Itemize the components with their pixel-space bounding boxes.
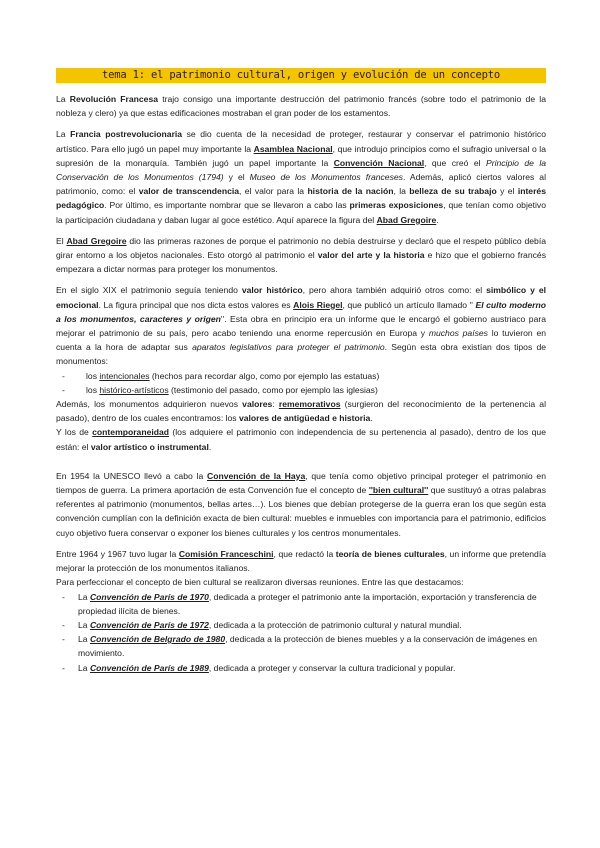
text: , dedicada a la protección de patrimonio cultural y natural mundial. xyxy=(208,619,462,630)
underlined-term: rememorativos xyxy=(278,399,341,410)
dash-bullet: - xyxy=(62,591,65,602)
underlined-term: Abad Gregoire xyxy=(376,214,437,225)
dash-bullet: - xyxy=(62,384,65,395)
text: . Además, aplicó ciertos valores al patrimonio, como: el xyxy=(56,172,546,197)
text: trajo consigo una importante destrucción del patrimonio francés (sobre todo el patrimonio de la nobleza y clero) ya que estas edificaciones mostraban el gran poder de los estamentos. xyxy=(56,94,546,119)
list-item xyxy=(56,369,546,383)
italic-term: muchos países xyxy=(428,328,488,339)
page-title: tema 1: el patrimonio cultural, origen y evolución de un concepto xyxy=(56,68,546,83)
underlined-term: Asamblea Nacional xyxy=(253,143,333,154)
text: . xyxy=(370,413,373,424)
text: . Por último, es importante nombrar que se llevaron a cabo las xyxy=(104,200,350,211)
spacer xyxy=(56,461,546,469)
paragraph-contemporaneidad xyxy=(56,425,546,453)
bold-term: valores xyxy=(242,399,273,410)
text: . xyxy=(436,214,439,225)
text: El xyxy=(56,235,67,246)
italic-term: Museo de los Monumentos franceses xyxy=(249,172,403,183)
text: La xyxy=(56,94,70,104)
text: , que introdujo principios como el sufragio universal o la supresión de la monarquía. También jugó un papel importante la xyxy=(56,143,546,168)
text: La xyxy=(78,619,90,630)
paragraph-revolucion xyxy=(56,92,546,120)
underlined-term: intencionales xyxy=(99,370,150,381)
underlined-term: Convención de la Haya xyxy=(207,470,306,481)
text: e hizo que el gobierno francés empezara a dictar normas para proteger los monumentos. xyxy=(56,250,546,275)
dash-bullet: - xyxy=(62,370,65,381)
text: , un informe que pretendía mejorar la protección de los monumentos italianos. xyxy=(56,548,547,574)
bold-term: primeras exposiciones xyxy=(349,200,444,211)
dash-bullet: - xyxy=(62,634,65,645)
text: . Según esta obra existían dos tipos de monumentos: xyxy=(56,342,547,367)
text: ''. Esta obra en principio era un informe que le encargó el gobierno austriaco para mejorar el patrimonio de su país, pero acabo teniendo una enorme repercusión en Europa y xyxy=(56,313,546,339)
bold-term: valores de antigüedad e historia xyxy=(238,413,371,424)
underlined-term: Alois Riegel xyxy=(293,299,343,310)
text: se dio cuenta de la necesidad de proteger, restaurar y conservar el patrimonio histórico artístico. Para ello jugó un papel muy importante la xyxy=(56,129,546,154)
text: La xyxy=(78,662,90,673)
text: , que publicó un artículo llamado '' xyxy=(342,299,476,310)
underlined-term: Convención de París de 1970 xyxy=(89,591,209,602)
bold-italic-term: El culto moderno a los monumentos, caracteres y origen xyxy=(56,299,547,324)
text: Además, los monumentos adquirieron nuevos xyxy=(56,399,243,410)
bold-term: Francia postrevolucionaria xyxy=(70,129,183,140)
text: lo tuvieron en cuenta a la hora de adaptar sus xyxy=(56,328,547,353)
list-item xyxy=(56,632,546,660)
text: (los adquiere el patrimonio con independencia de su pertenencia al pasado), dentro de los que están: el xyxy=(56,427,546,452)
text: , que tenía como objetivo principal proteger el patrimonio en tiempos de guerra. La primera aportación de esta Convención fue el concepto de xyxy=(56,470,546,496)
list-item xyxy=(56,661,546,675)
paragraph-reuniones: Para perfeccionar el concepto de bien cultural se realizaron diversas reuniones. Entre las que destacamos: xyxy=(56,577,464,588)
underlined-term: histórico-artísticos xyxy=(99,384,169,395)
text: , que tenían como objetivo la participación ciudadana y daban lugar al goce estético. Aquí aparece la figura del xyxy=(56,200,547,225)
underlined-term: ''bien cultural'' xyxy=(368,485,429,496)
text: , que creó el xyxy=(424,157,486,168)
text: En 1954 la UNESCO llevó a cabo la xyxy=(56,470,207,481)
paragraph-francia xyxy=(56,127,546,226)
bold-term: simbólico y el emocional xyxy=(56,285,547,310)
text: y el xyxy=(496,186,518,197)
text: La xyxy=(56,129,71,140)
text: y el xyxy=(223,172,250,183)
bold-term: belleza de su trabajo xyxy=(409,186,497,197)
bold-term: valor artístico o instrumental xyxy=(90,441,209,452)
list-item xyxy=(56,383,546,397)
list-item xyxy=(56,590,546,618)
underlined-term: Convención de París de 1972 xyxy=(89,619,209,630)
monument-types-list xyxy=(56,369,546,397)
text: , el valor para la xyxy=(239,186,308,197)
text: . xyxy=(208,441,212,452)
text: , dedicada a la protección de bienes muebles y a la conservación de imágenes en movimiento. xyxy=(78,634,538,659)
paragraph-siglo-xix xyxy=(56,283,546,368)
text: los xyxy=(86,370,100,381)
text: , dedicada a proteger el patrimonio ante la importación, exportación y transferencia de propiedad ilícita de bienes. xyxy=(78,591,537,616)
text: Entre 1964 y 1967 tuvo lugar la xyxy=(56,548,179,559)
text: los xyxy=(86,384,100,395)
underlined-term: Convención de París de 1989 xyxy=(89,662,209,673)
text: (testimonio del pasado, como por ejemplo las iglesias) xyxy=(168,384,378,395)
text: La xyxy=(78,591,90,602)
italic-term: Principio de la Conservación de los Monumentos (1794) xyxy=(56,157,547,183)
text: dio las primeras razones de porque el patrimonio no debía destruirse y declaró que el respeto público debía girar entorno a los objetos nacionales. Esto otorgó al patrimonio el xyxy=(56,235,546,261)
bold-term: teoría de bienes culturales xyxy=(335,548,445,559)
conventions-list xyxy=(56,590,546,675)
underlined-term: Comisión Franceschini xyxy=(178,548,274,559)
list-item xyxy=(56,618,546,632)
underlined-term: Convención Nacional xyxy=(333,157,425,168)
text: , pero ahora también adquirió otros como: el xyxy=(302,285,487,296)
text: , que redactó la xyxy=(273,548,336,559)
text: (surgieron del reconocimiento de la pertenencia al pasado), dentro de los cuales encontramos: los xyxy=(56,399,546,424)
bold-term: valor histórico xyxy=(241,285,303,296)
paragraph-abad xyxy=(56,234,546,277)
text: , dedicada a proteger y conservar la cultura tradicional y popular. xyxy=(208,662,456,673)
text: Y los de xyxy=(56,427,93,438)
underlined-term: Convención de Belgrado de 1980 xyxy=(89,634,226,645)
dash-bullet: - xyxy=(62,619,65,630)
underlined-term: contemporaneidad xyxy=(92,427,170,438)
text: (hechos para recordar algo, como por ejemplo las estatuas) xyxy=(149,370,380,381)
dash-bullet: - xyxy=(62,662,65,673)
text: La xyxy=(78,634,90,645)
text: . La figura principal que nos dicta estos valores es xyxy=(98,299,294,310)
text: En el siglo XIX el patrimonio seguía teniendo xyxy=(56,285,242,296)
text: : xyxy=(272,399,279,410)
paragraph-franceschini xyxy=(56,547,546,575)
text: que sustituyó a otras palabras referentes al patrimonio (monumentos, bellas artes…). Los bienes que debían protegerse de la guerra eran los que según esta convención cumplían con la definición exacta de bien cultural: muebles e inmuebles con importancia para el patrimonio, edificios cuyo objetivo fuera conservar o exponer los bienes culturales y los centros monumentales. xyxy=(56,485,546,538)
document-page xyxy=(56,68,546,675)
paragraph-valores xyxy=(56,397,546,425)
bold-term: interés pedagógico xyxy=(56,186,546,211)
bold-term: valor del arte y la historia xyxy=(317,250,425,261)
bold-term: historia de la nación xyxy=(307,186,394,197)
text: , la xyxy=(393,186,410,197)
underlined-term: Abad Gregoire xyxy=(66,235,127,246)
bold-term: valor de transcendencia xyxy=(138,186,240,197)
bold-term: Revolución Francesa xyxy=(69,94,159,104)
italic-term: aparatos legislativos para proteger el patrimonio xyxy=(192,342,385,353)
paragraph-unesco xyxy=(56,469,546,540)
